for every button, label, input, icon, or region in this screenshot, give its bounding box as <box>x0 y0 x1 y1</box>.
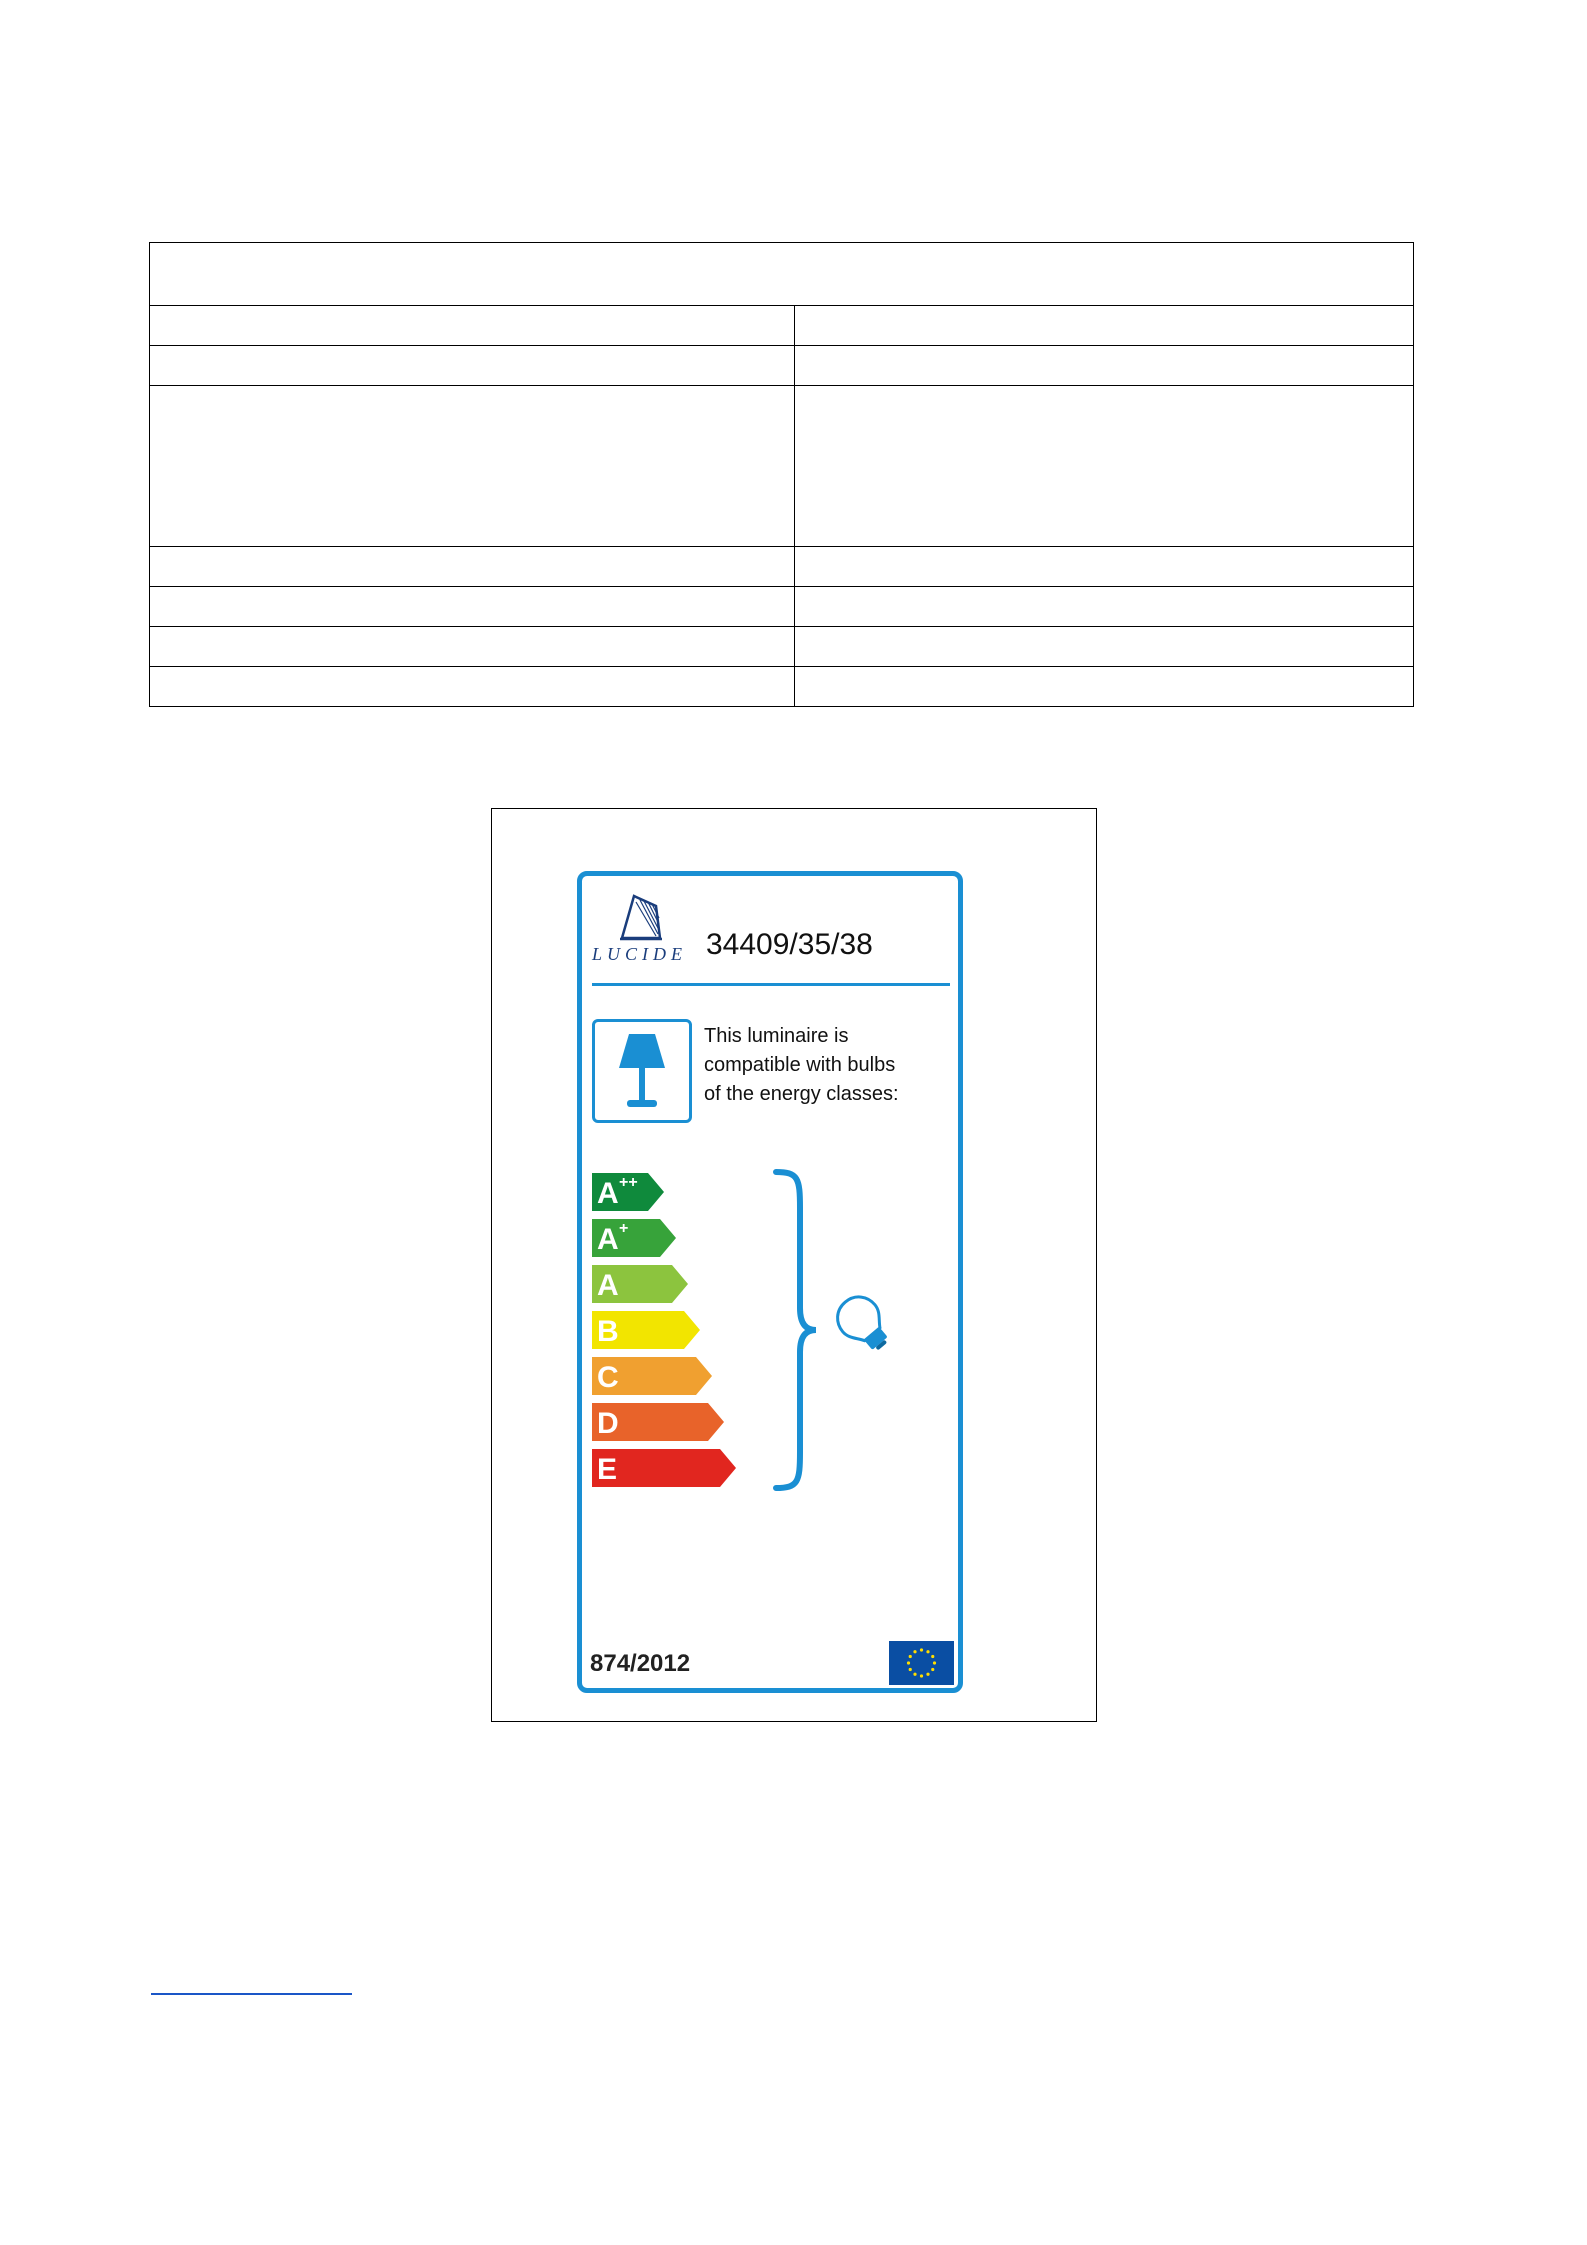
regulation-number: 874/2012 <box>590 1650 691 1677</box>
energy-class-letter: A <box>597 1269 619 1302</box>
energy-class-2 <box>592 1219 676 1257</box>
table-row <box>150 306 1414 346</box>
model-number: 34409/35/38 <box>706 928 873 961</box>
table-row <box>150 547 1414 587</box>
brand-name: LUCIDE <box>592 944 688 964</box>
eu-star <box>926 1673 929 1676</box>
energy-class-4 <box>592 1311 700 1349</box>
table-row <box>150 587 1414 627</box>
energy-label-card <box>577 871 963 1693</box>
eu-star <box>909 1668 912 1671</box>
eu-star <box>920 1648 923 1651</box>
eu-star <box>907 1661 910 1664</box>
curly-bracket-icon <box>772 1168 820 1492</box>
eu-star <box>933 1661 936 1664</box>
table-row <box>150 627 1414 667</box>
energy-class-letter: D <box>597 1407 619 1440</box>
eu-star <box>913 1650 916 1653</box>
eu-star <box>913 1673 916 1676</box>
compatibility-line: compatible with bulbs <box>704 1054 896 1076</box>
table-lamp-icon <box>595 1022 689 1120</box>
energy-class-letter: C <box>597 1361 619 1394</box>
energy-class-letter: B <box>597 1315 619 1348</box>
energy-class-6 <box>592 1403 724 1441</box>
energy-class-5 <box>592 1357 712 1395</box>
eu-star <box>926 1650 929 1653</box>
energy-class-superscript: + <box>619 1220 629 1237</box>
compatibility-text <box>704 1022 954 1109</box>
spec-table <box>149 242 1414 707</box>
energy-class-7 <box>592 1449 736 1487</box>
table-row <box>150 346 1414 386</box>
divider <box>592 983 950 986</box>
hyperlink-underline[interactable] <box>151 1993 352 1995</box>
compatibility-line: of the energy classes: <box>704 1083 899 1105</box>
energy-class-letter: A <box>597 1177 619 1210</box>
eu-star <box>931 1655 934 1658</box>
lucide-logo-mark-icon <box>592 892 688 946</box>
eu-star <box>920 1674 923 1677</box>
table-row <box>150 386 1414 547</box>
light-bulb-icon <box>832 1292 896 1358</box>
table-header-row <box>150 243 1414 306</box>
lucide-logo <box>592 892 688 966</box>
energy-label-frame <box>491 808 1097 1722</box>
energy-class-3 <box>592 1265 688 1303</box>
eu-flag-icon <box>889 1641 954 1685</box>
energy-class-letter: A <box>597 1223 619 1256</box>
eu-star <box>909 1655 912 1658</box>
table-row <box>150 667 1414 707</box>
energy-class-superscript: ++ <box>619 1174 638 1191</box>
eu-star <box>931 1668 934 1671</box>
energy-class-1 <box>592 1173 664 1211</box>
energy-class-letter: E <box>597 1453 618 1486</box>
lamp-icon-box <box>592 1019 692 1123</box>
compatibility-line: This luminaire is <box>704 1025 849 1047</box>
